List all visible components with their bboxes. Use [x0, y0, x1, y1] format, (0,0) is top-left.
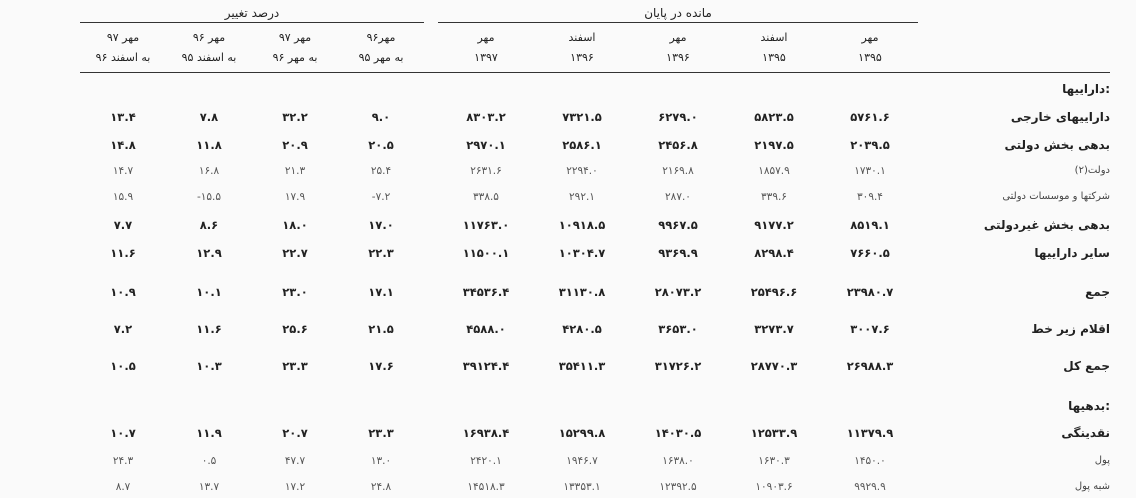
change-cell: -۷.۲ [371, 191, 391, 203]
change-col-header [80, 28, 166, 72]
column-header-line1: اسفند [568, 31, 596, 44]
change-values [80, 422, 424, 444]
change-col-header [338, 28, 424, 72]
balance-cell: ۲۴۵۶.۸ [658, 138, 698, 152]
change-col-header [252, 28, 338, 72]
change-cell: ۸.۶ [199, 218, 219, 232]
column-header-line2: ۱۳۹۵ [858, 51, 882, 64]
balance-cell: ۵۷۶۱.۶ [850, 110, 890, 124]
balance-cell: ۹۳۶۹.۹ [658, 246, 698, 260]
balance-cell: ۱۶۳۸.۰ [662, 455, 694, 467]
change-cell: ۱۱.۶ [196, 322, 222, 336]
row-label: شرکتها و موسسات دولتی [1002, 191, 1110, 202]
column-header-line2: به مهر ۹۶ [272, 51, 318, 64]
change-cell: ۱۴.۸ [110, 138, 136, 152]
balance-cell [438, 395, 534, 417]
change-cell [166, 395, 252, 417]
row-label: نقدینگی [1061, 426, 1110, 440]
balance-cell: ۳۳۸.۵ [473, 191, 499, 203]
change-cell: ۱۰.۱ [196, 285, 222, 299]
balance-cell [726, 395, 822, 417]
table-row [80, 281, 1110, 303]
balance-cell: ۱۴۵۰.۰ [854, 455, 886, 467]
balance-cell: ۳۶۵۳.۰ [658, 322, 698, 336]
change-values [80, 318, 424, 340]
balance-values [438, 422, 918, 444]
change-cell: ۱۲.۹ [196, 246, 222, 260]
balance-cell: ۱۵۲۹۹.۸ [558, 426, 606, 440]
change-cell: ۲۳.۳ [282, 359, 308, 373]
change-cell: ۲۲.۳ [368, 246, 394, 260]
balance-cell: ۸۳۰۳.۲ [466, 110, 506, 124]
change-cell: ۱۳.۷ [198, 481, 220, 493]
section-heading-row [80, 78, 1110, 100]
balance-cell [630, 395, 726, 417]
change-cell: ۱۸.۰ [282, 218, 308, 232]
balance-cell: ۱۲۳۹۲.۵ [659, 481, 697, 493]
change-cell: ۱۳.۰ [370, 455, 392, 467]
table-row [80, 476, 1110, 498]
change-cell: ۰.۵ [201, 455, 217, 467]
table-row [80, 106, 1110, 128]
column-header-line2: به اسفند ۹۵ [181, 51, 237, 64]
balance-cell: ۳۱۱۳۰.۸ [558, 285, 606, 299]
change-cell: ۱۵.۹ [112, 191, 134, 203]
balance-cell: ۹۹۶۷.۵ [658, 218, 698, 232]
change-cell: ۱۷.۲ [284, 481, 306, 493]
table-row [80, 318, 1110, 340]
row-label: جمع [1085, 285, 1110, 299]
column-header-line2: ۱۳۹۵ [762, 51, 786, 64]
balance-cell: ۱۰۹۰۳.۶ [755, 481, 793, 493]
balance-cell: ۲۶۳۱.۶ [470, 165, 502, 177]
column-header-line1: مهر ۹۷ [278, 31, 312, 44]
balance-cell: ۲۳۹۸۰.۷ [846, 285, 894, 299]
column-header-line2: ۱۳۹۷ [474, 51, 498, 64]
balance-column-headers [438, 28, 918, 72]
change-cell: ۱۷.۰ [368, 218, 394, 232]
balance-cell: ۶۲۷۹.۰ [658, 110, 698, 124]
change-values [80, 214, 424, 236]
header-rule [80, 72, 1110, 73]
balance-cell: ۲۱۹۷.۵ [754, 138, 794, 152]
balance-col-header [630, 28, 726, 72]
balance-cell: ۲۲۹۴.۰ [566, 165, 598, 177]
balance-cell: ۷۶۶۰.۵ [850, 246, 890, 260]
change-values [80, 242, 424, 264]
change-cell: ۱۰.۵ [110, 359, 136, 373]
table-row [80, 242, 1110, 264]
balance-cell: ۱۴۵۱۸.۳ [467, 481, 505, 493]
change-cell: ۸.۷ [115, 481, 131, 493]
change-values [80, 78, 424, 100]
balance-cell: ۲۵۴۹۶.۶ [750, 285, 798, 299]
row-label: جمع کل [1063, 359, 1110, 373]
change-cell: ۲۵.۶ [282, 322, 308, 336]
column-header-line2: ۱۳۹۶ [666, 51, 690, 64]
balance-cell: ۸۵۱۹.۱ [850, 218, 890, 232]
change-cell [338, 78, 424, 100]
balance-cell [822, 395, 918, 417]
change-column-headers [80, 28, 424, 72]
change-cell: ۱۴.۷ [112, 165, 134, 177]
change-values [80, 355, 424, 377]
balance-values [438, 450, 918, 472]
balance-cell: ۳۱۷۲۶.۲ [654, 359, 702, 373]
change-cell [338, 395, 424, 417]
change-cell: ۷.۲ [113, 322, 133, 336]
change-cell [252, 78, 338, 100]
balance-cell: ۳۹۱۲۴.۴ [462, 359, 510, 373]
row-label: داراییهای خارجی [1010, 110, 1110, 124]
balance-cell: ۴۲۸۰.۵ [562, 322, 602, 336]
balance-cell: ۱۱۷۶۳.۰ [462, 218, 510, 232]
balance-cell: ۳۰۰۷.۶ [850, 322, 890, 336]
change-cell: ۱۷.۶ [368, 359, 394, 373]
balance-cell [534, 395, 630, 417]
column-header-line1: مهر۹۶ [366, 31, 396, 44]
row-label: پول [1094, 455, 1110, 466]
balance-values [438, 134, 918, 156]
balance-cell: ۱۹۴۶.۷ [566, 455, 598, 467]
balance-col-header [438, 28, 534, 72]
balance-cell [726, 78, 822, 100]
change-cell: ۷.۸ [199, 110, 219, 124]
change-cell: ۳۲.۲ [282, 110, 308, 124]
balance-cell: ۲۸۷.۰ [665, 191, 691, 203]
balance-values [438, 318, 918, 340]
change-cell [80, 78, 166, 100]
column-header-line1: مهر ۹۶ [192, 31, 226, 44]
balance-cell: ۲۰۳۹.۵ [850, 138, 890, 152]
balance-cell: ۵۸۲۳.۵ [754, 110, 794, 124]
change-values [80, 281, 424, 303]
change-cell: ۲۰.۵ [368, 138, 394, 152]
balance-cell: ۲۸۷۷۰.۳ [750, 359, 798, 373]
balance-values [438, 281, 918, 303]
change-cell: ۱۷.۱ [368, 285, 394, 299]
change-cell: ۲۳.۰ [282, 285, 308, 299]
balance-cell: ۱۴۰۳۰.۵ [654, 426, 702, 440]
balance-values [438, 214, 918, 236]
row-label: شبه پول [1074, 481, 1110, 492]
balance-values [438, 78, 918, 100]
balance-col-header [726, 28, 822, 72]
balance-cell: ۳۳۹.۶ [761, 191, 787, 203]
change-cell: ۲۱.۳ [284, 165, 306, 177]
change-cell: -۱۵.۵ [196, 191, 222, 203]
change-cell: ۱۳.۴ [110, 110, 136, 124]
change-cell: ۱۷.۹ [284, 191, 306, 203]
balance-cell: ۲۸۰۷۳.۲ [654, 285, 702, 299]
row-label: اقلام زیر خط [1031, 322, 1110, 336]
change-cell: ۱۰.۳ [196, 359, 222, 373]
balance-cell: ۱۳۳۵۳.۱ [563, 481, 601, 493]
column-header-line2: به مهر ۹۵ [358, 51, 404, 64]
change-cell: ۱۰.۷ [110, 426, 136, 440]
change-cell: ۲۴.۳ [112, 455, 134, 467]
change-cell: ۱۰.۹ [110, 285, 136, 299]
balance-values [438, 395, 918, 417]
change-cell: ۱۱.۶ [110, 246, 136, 260]
column-header-line2: ۱۳۹۶ [570, 51, 594, 64]
table-row [80, 134, 1110, 156]
balance-values [438, 160, 918, 182]
change-cell: ۲۰.۷ [282, 426, 308, 440]
balance-cell: ۸۲۹۸.۴ [754, 246, 794, 260]
balance-values [438, 186, 918, 208]
balance-cell [822, 78, 918, 100]
table-row [80, 160, 1110, 182]
balance-cell: ۳۲۷۳.۷ [754, 322, 794, 336]
change-cell: ۷.۷ [113, 218, 133, 232]
table-row [80, 186, 1110, 208]
row-label: بدهیها: [1068, 399, 1110, 413]
column-header-line1: اسفند [760, 31, 788, 44]
change-cell: ۱۶.۸ [198, 165, 220, 177]
change-cell: ۴۷.۷ [284, 455, 306, 467]
change-values [80, 160, 424, 182]
change-cell: ۲۲.۷ [282, 246, 308, 260]
column-header-line1: مهر ۹۷ [106, 31, 140, 44]
change-values [80, 106, 424, 128]
balance-values [438, 106, 918, 128]
balance-values [438, 242, 918, 264]
table-row [80, 450, 1110, 472]
balance-cell: ۲۴۲۰.۱ [470, 455, 502, 467]
balance-cell: ۲۵۸۶.۱ [562, 138, 602, 152]
balance-cell [438, 78, 534, 100]
balance-cell: ۲۹۲.۱ [569, 191, 595, 203]
balance-cell: ۱۰۹۱۸.۵ [558, 218, 606, 232]
balance-cell: ۳۰۹.۴ [857, 191, 883, 203]
balance-cell: ۷۳۲۱.۵ [562, 110, 602, 124]
balance-values [438, 355, 918, 377]
change-group-header: درصد تغییر [80, 0, 424, 23]
row-label: بدهی بخش دولتی [1004, 138, 1110, 152]
row-label: دولت(۲) [1074, 165, 1110, 176]
balance-cell: ۱۱۳۷۹.۹ [846, 426, 894, 440]
balance-cell: ۲۶۹۸۸.۳ [846, 359, 894, 373]
table-row [80, 214, 1110, 236]
column-header-line1: مهر [477, 31, 495, 44]
balance-cell [630, 78, 726, 100]
section-heading-row [80, 395, 1110, 417]
row-label: سایر داراییها [1034, 246, 1110, 260]
change-cell: ۲۰.۹ [282, 138, 308, 152]
balance-cell: ۳۵۴۱۱.۳ [558, 359, 606, 373]
balance-cell: ۳۴۵۳۶.۴ [462, 285, 510, 299]
balance-cell: ۱۰۳۰۴.۷ [558, 246, 606, 260]
balance-col-header [534, 28, 630, 72]
change-cell [166, 78, 252, 100]
balance-cell: ۱۷۳۰.۱ [854, 165, 886, 177]
change-cell: ۲۵.۴ [370, 165, 392, 177]
balance-values [438, 476, 918, 498]
table-row [80, 355, 1110, 377]
change-cell [80, 395, 166, 417]
balance-cell: ۱۶۳۰.۳ [758, 455, 790, 467]
change-values [80, 476, 424, 498]
change-values [80, 186, 424, 208]
row-label: داراییها: [1062, 82, 1110, 96]
change-cell [252, 395, 338, 417]
change-col-header [166, 28, 252, 72]
table-row [80, 422, 1110, 444]
balance-cell [534, 78, 630, 100]
balance-cell: ۲۱۶۹.۸ [662, 165, 694, 177]
change-cell: ۱۱.۸ [196, 138, 222, 152]
row-label: بدهی بخش غیردولتی [983, 218, 1110, 232]
balance-col-header [822, 28, 918, 72]
balance-cell: ۱۶۹۳۸.۴ [462, 426, 510, 440]
change-cell: ۲۳.۳ [368, 426, 394, 440]
balance-cell: ۱۸۵۷.۹ [758, 165, 790, 177]
change-cell: ۱۱.۹ [196, 426, 222, 440]
balance-cell: ۱۱۵۰۰.۱ [462, 246, 510, 260]
balance-group-header: مانده در پایان [438, 0, 918, 23]
balance-cell: ۴۵۸۸.۰ [466, 322, 506, 336]
column-header-line2: به اسفند ۹۶ [95, 51, 151, 64]
balance-cell: ۹۹۲۹.۹ [854, 481, 886, 493]
column-header-line1: مهر [861, 31, 879, 44]
change-values [80, 450, 424, 472]
balance-cell: ۹۱۷۷.۲ [754, 218, 794, 232]
balance-cell: ۱۲۵۳۳.۹ [750, 426, 798, 440]
balance-cell: ۲۹۷۰.۱ [466, 138, 506, 152]
change-values [80, 134, 424, 156]
column-header-line1: مهر [669, 31, 687, 44]
change-values [80, 395, 424, 417]
change-cell: ۲۴.۸ [370, 481, 392, 493]
change-cell: ۹.۰ [371, 110, 391, 124]
change-cell: ۲۱.۵ [368, 322, 394, 336]
